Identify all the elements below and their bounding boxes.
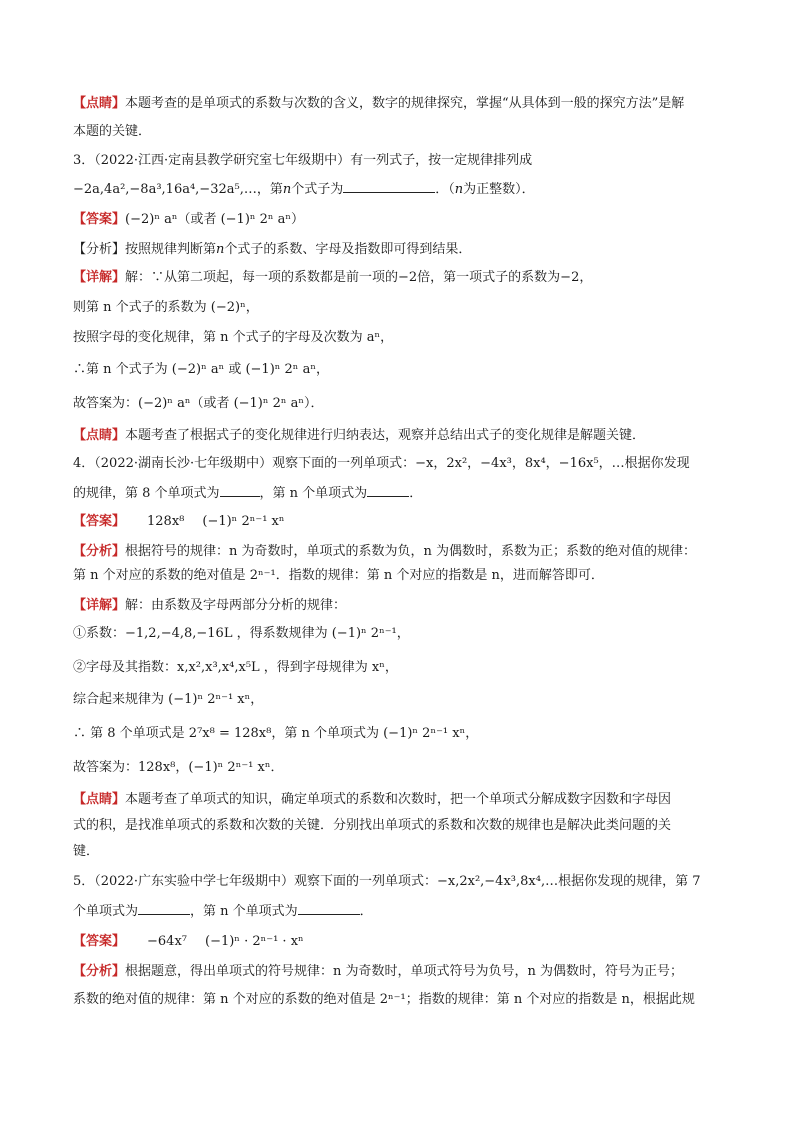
section-tag: 【点睛】 [73,792,126,807]
question-3-prompt [73,178,535,200]
variable-n: n [454,182,464,197]
text-fragment: 个式子为 [291,182,344,197]
remark-line [73,426,645,446]
answer-blank [298,900,360,915]
detail-line: ②字母及其指数：x,x²,x³,x⁴,x⁵L ，得到字母规律为 xⁿ， [73,660,398,675]
answer-value: (−1)ⁿ · 2ⁿ⁻¹ · xⁿ [205,934,304,949]
answer-value: −64x⁷ [147,934,187,949]
question-4-heading: 4．（2022·湖南长沙·七年级期中）观察下面的一列单项式：−x，2x²，−4x³，8x⁴，−16x⁵，…根据你发现 [73,456,690,471]
analysis-line [73,962,683,982]
answer-blank [220,482,260,497]
analysis-line [73,240,471,260]
answer-blank [367,482,409,497]
detail-line: ∴ 第 8 个单项式是 2⁷x⁸ = 128x⁸，第 n 个单项式为 (−1)ⁿ 2ⁿ⁻¹ xⁿ， [73,726,479,741]
section-text: 本题考查了根据式子的变化规律进行归纳表达，观察并总结出式子的变化规律是解题关键． [125,428,646,443]
detail-line [73,596,346,616]
answer-tag: 【答案】 [73,212,126,227]
text-fragment: 个单项式为 [73,904,139,919]
answer-value: (−1)ⁿ 2ⁿ⁻¹ xⁿ [202,514,285,529]
detail-line: 按照字母的变化规律，第 n 个式子的字母及次数为 aⁿ， [73,330,394,345]
question-4-prompt [73,482,422,504]
answer-text: (−2)ⁿ aⁿ（或者 (−1)ⁿ 2ⁿ aⁿ） [125,212,305,227]
remark-line [73,790,671,810]
sequence-text: −2a,4a²,−8a³,16a⁴,−32a⁵,…，第 [73,182,283,197]
section-text: 解：由系数及字母两部分分析的规律： [125,598,347,613]
text-fragment: 【分析】按照规律判断第 [73,242,217,257]
detail-line: 故答案为：128x⁸，(−1)ⁿ 2ⁿ⁻¹ xⁿ． [73,760,284,775]
detail-line: ①系数：−1,2,−4,8,−16L ，得系数规律为 (−1)ⁿ 2ⁿ⁻¹， [73,626,410,641]
variable-n: n [216,242,225,257]
remark-line: 式的积，是找准单项式的系数和次数的关键．分别找出单项式的系数和次数的规律也是解决此类问题的关 [73,818,672,833]
analysis-line [73,542,696,562]
section-text: 解：∵从第二项起，每一项的系数都是前一项的−2倍，第一项式子的系数为−2， [125,270,593,285]
detail-line: 综合起来规律为 (−1)ⁿ 2ⁿ⁻¹ xⁿ， [73,692,264,707]
variable-n: n [282,182,292,197]
detail-line: 则第 n 个式子的系数为 (−2)ⁿ， [73,300,259,315]
section-tag: 【分析】 [73,544,126,559]
section-tag: 【详解】 [73,598,126,613]
answer-line [73,210,304,230]
analysis-line: 第 n 个对应的系数的绝对值是 2ⁿ⁻¹．指数的规律：第 n 个对应的指数是 n，进而解答即可． [73,568,604,583]
section-text: 本题考查的是单项式的系数与次数的含义，数字的规律探究，掌握“从具体到一般的探究方法”是解 [125,96,685,111]
question-5-prompt [73,900,373,922]
section-tag: 【点睛】 [73,428,126,443]
remark-line: 键． [73,844,100,859]
text-fragment: ．（ [435,182,455,197]
answer-line [73,512,285,532]
text-fragment: 为正整数）． [463,182,535,197]
section-tag: 【点睛】 [73,96,126,111]
answer-tag: 【答案】 [73,514,126,529]
text-line: 本题的关键． [73,124,152,139]
text-fragment: 的规律，第 8 个单项式为 [73,486,220,501]
answer-value: 128x⁸ [147,514,185,529]
text-fragment: ． [409,486,423,501]
analysis-line: 系数的绝对值的规律：第 n 个对应的系数的绝对值是 2ⁿ⁻¹；指数的规律：第 n 个对应的指数是 n，根据此规 [73,992,695,1007]
answer-tag: 【答案】 [73,934,126,949]
answer-blank [138,900,190,915]
text-line [73,94,684,114]
answer-blank [343,178,435,193]
text-fragment: 个式子的系数、字母及指数即可得到结果． [224,242,472,257]
text-fragment: ，第 n 个单项式为 [190,904,298,919]
section-text: 根据题意，得出单项式的符号规律：n 为奇数时，单项式符号为负号，n 为偶数时，符号为正号； [125,964,684,979]
section-text: 根据符号的规律：n 为奇数时，单项式的系数为负，n 为偶数时，系数为正；系数的绝对值的规律： [125,544,697,559]
detail-line [73,268,592,288]
question-5-heading: 5．（2022·广东实验中学七年级期中）观察下面的一列单项式：−x,2x²,−4x³,8x⁴,…根据你发现的规律，第 7 [73,874,701,889]
detail-line: 故答案为：(−2)ⁿ aⁿ（或者 (−1)ⁿ 2ⁿ aⁿ）． [73,396,324,411]
text-fragment: ，第 n 个单项式为 [259,486,368,501]
section-tag: 【详解】 [73,270,126,285]
text-fragment: ． [359,904,373,919]
detail-line: ∴第 n 个式子为 (−2)ⁿ aⁿ 或 (−1)ⁿ 2ⁿ aⁿ， [73,362,329,377]
section-tag: 【分析】 [73,964,126,979]
section-text: 本题考查了单项式的知识，确定单项式的系数和次数时，把一个单项式分解成数字因数和字母因 [125,792,672,807]
answer-line [73,932,304,952]
question-3-heading: 3．（2022·江西·定南县教学研究室七年级期中）有一列式子，按一定规律排列成 [73,153,533,168]
